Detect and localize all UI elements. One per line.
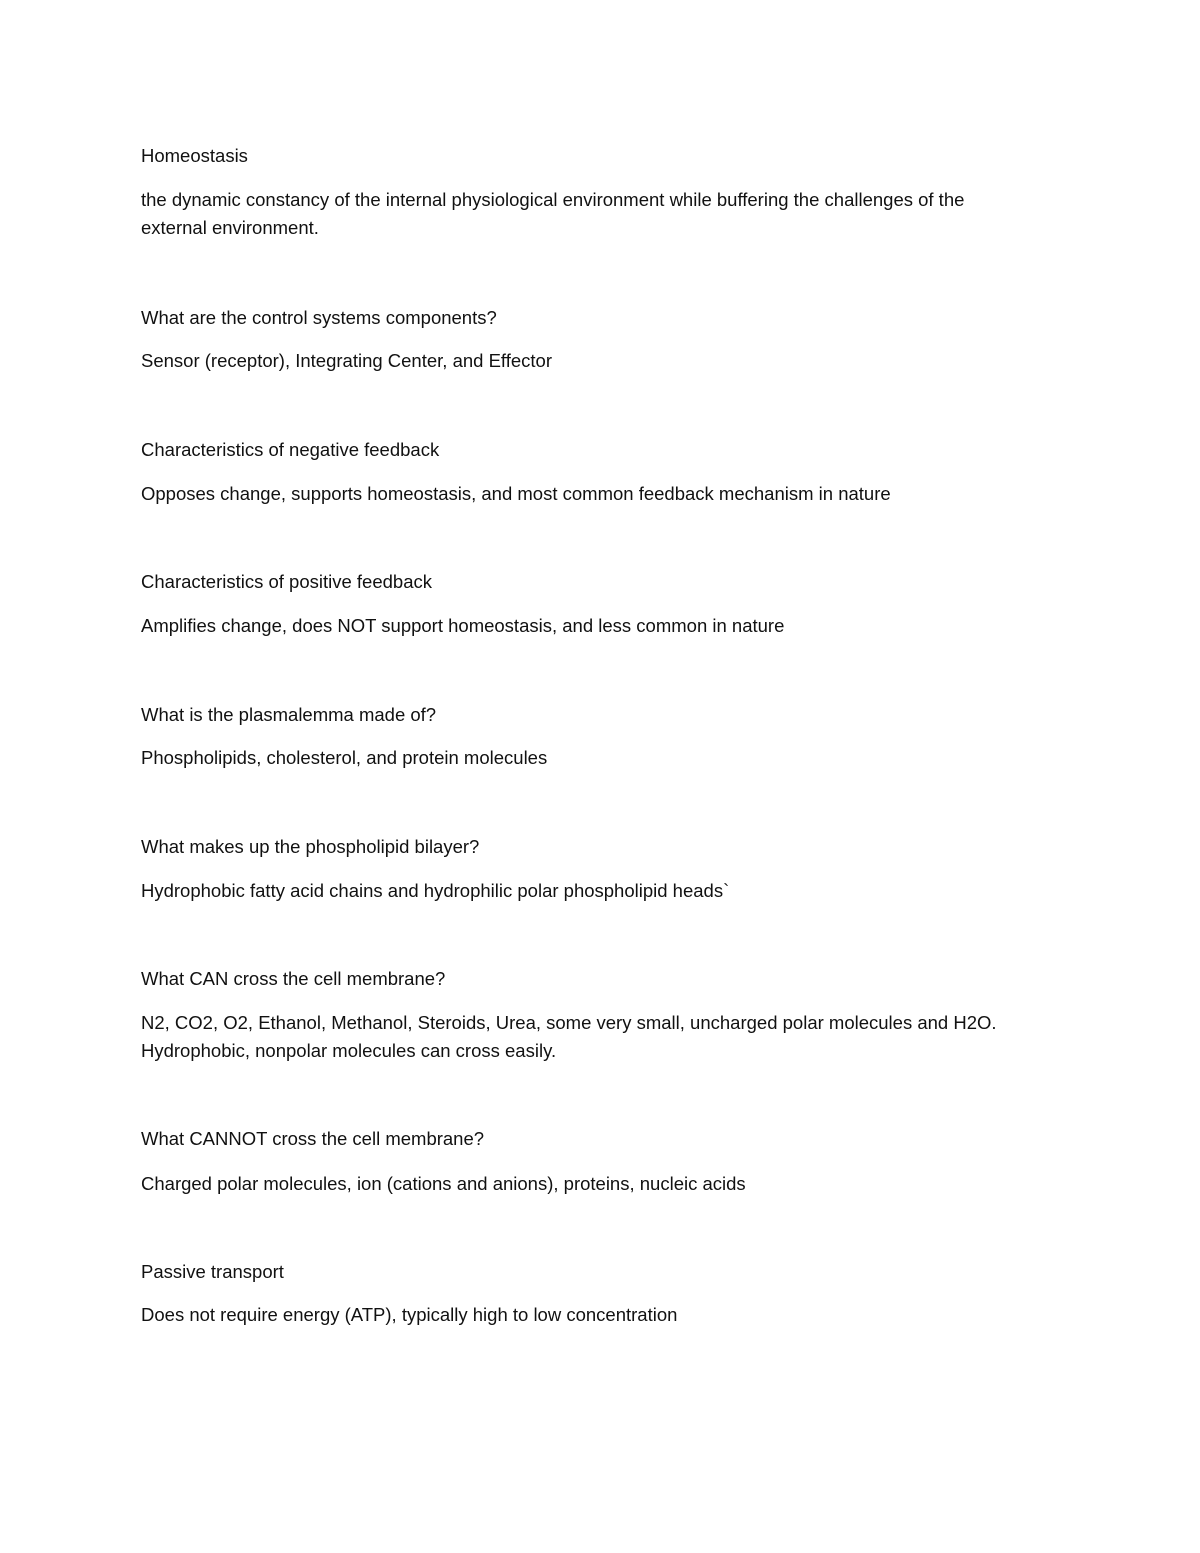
definition-homeostasis: the dynamic constancy of the internal physiological environment while buffering the challenges of the external environment. [141,189,965,238]
term-plasmalemma: What is the plasmalemma made of? [141,704,437,725]
term-negative-feedback: Characteristics of negative feedback [141,439,440,460]
definition-positive-feedback: Amplifies change, does NOT support homeostasis, and less common in nature [141,615,785,636]
definition-can-cross: N2, CO2, O2, Ethanol, Methanol, Steroids, Urea, some very small, uncharged polar molecules and H2O. Hydrophobic, nonpolar molecules can cross easily. [141,1012,997,1061]
definition-negative-feedback: Opposes change, supports homeostasis, and most common feedback mechanism in nature [141,483,891,504]
term-passive-transport: Passive transport [141,1261,284,1282]
term-can-cross: What CAN cross the cell membrane? [141,968,446,989]
term-control-systems: What are the control systems components? [141,307,497,328]
definition-phospholipid-bilayer: Hydrophobic fatty acid chains and hydrophilic polar phospholipid heads` [141,880,730,901]
term-homeostasis: Homeostasis [141,145,248,166]
definition-passive-transport: Does not require energy (ATP), typically high to low concentration [141,1304,678,1325]
term-phospholipid-bilayer: What makes up the phospholipid bilayer? [141,836,480,857]
term-positive-feedback: Characteristics of positive feedback [141,571,432,592]
definition-plasmalemma: Phospholipids, cholesterol, and protein molecules [141,747,548,768]
term-cannot-cross: What CANNOT cross the cell membrane? [141,1128,485,1149]
definition-cannot-cross: Charged polar molecules, ion (cations and anions), proteins, nucleic acids [141,1173,746,1194]
definition-control-systems: Sensor (receptor), Integrating Center, and Effector [141,350,552,371]
